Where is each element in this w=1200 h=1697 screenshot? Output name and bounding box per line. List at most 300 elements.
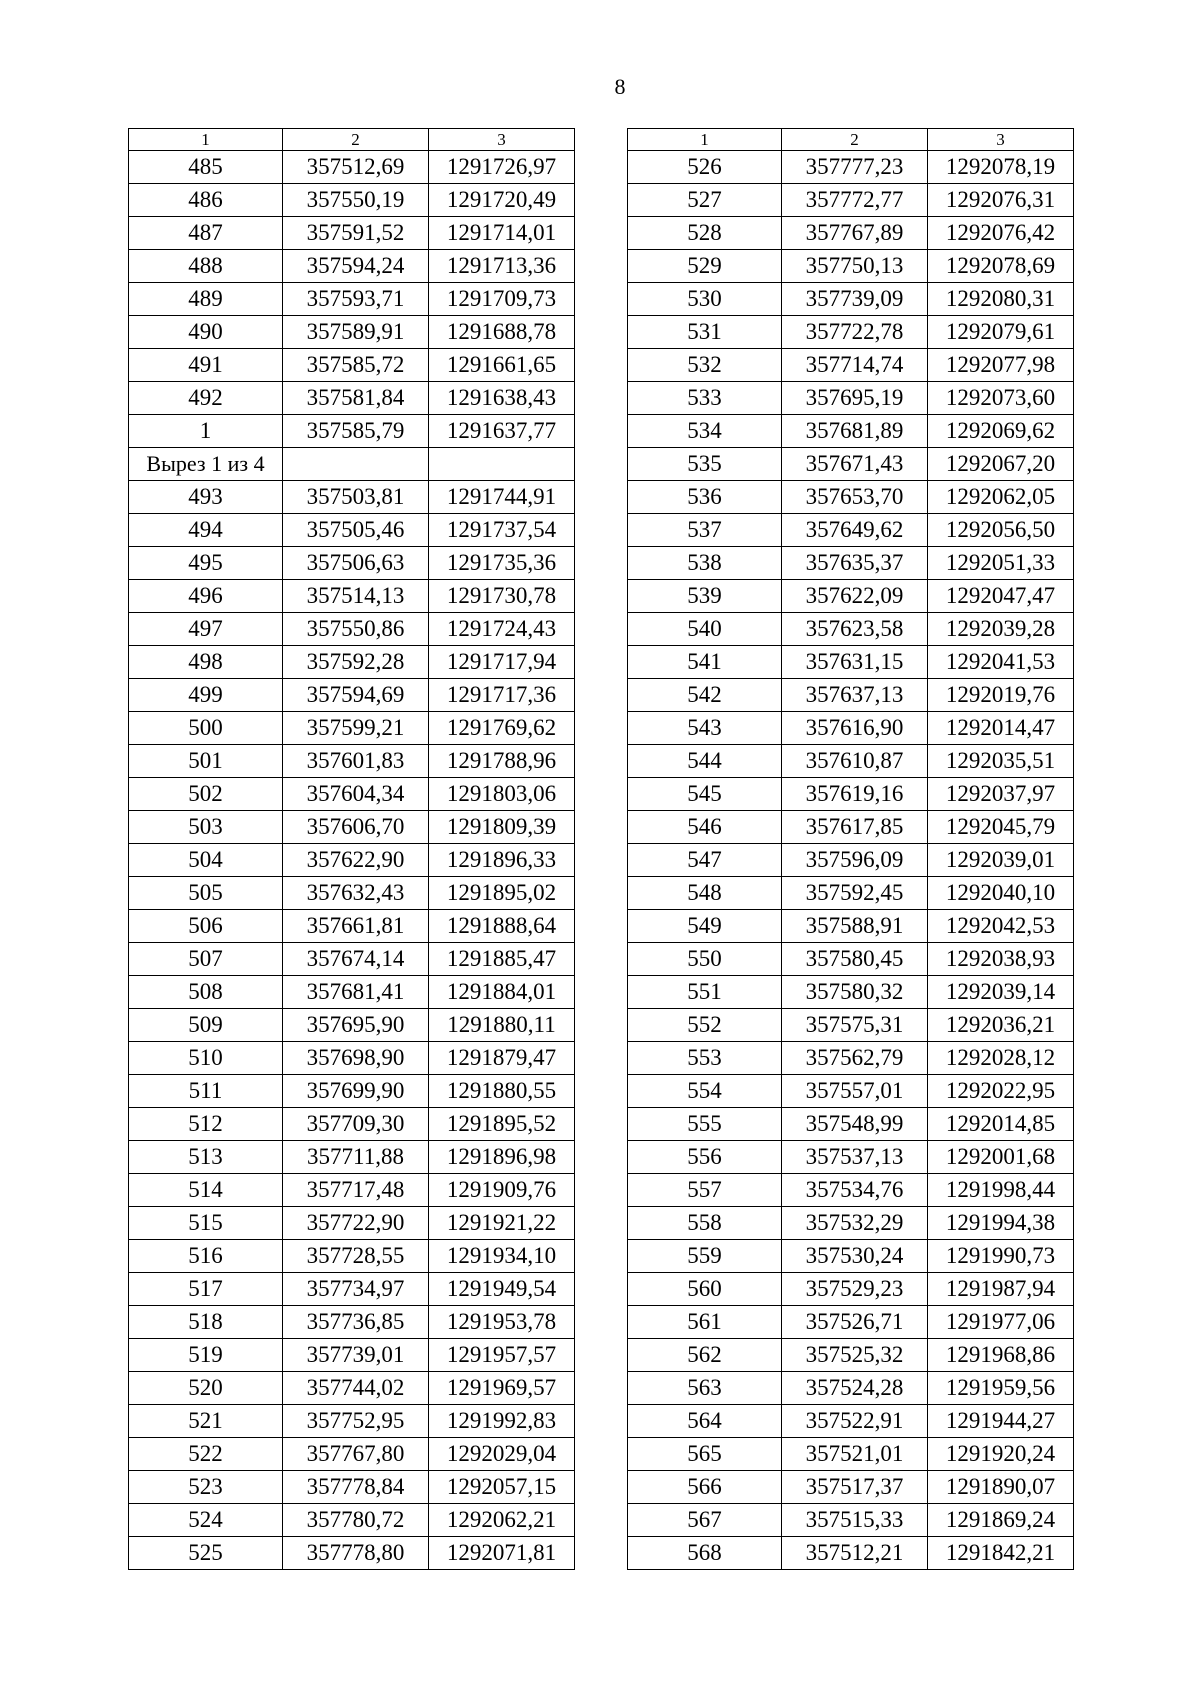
cell-x-coordinate: 357606,70: [283, 811, 429, 844]
table-row: [129, 745, 575, 778]
cell-point-number: 515: [129, 1207, 283, 1240]
table-row: [129, 1339, 575, 1372]
cell-point-number: 502: [129, 778, 283, 811]
cell-y-coordinate: 1291726,97: [429, 151, 575, 184]
table-row: [628, 1174, 1074, 1207]
cell-x-coordinate: 357591,52: [283, 217, 429, 250]
cell-y-coordinate: 1291896,98: [429, 1141, 575, 1174]
table-row: [129, 184, 575, 217]
table-row: [129, 1273, 575, 1306]
table-row: [129, 151, 575, 184]
table-row: [628, 778, 1074, 811]
cell-y-coordinate: 1291896,33: [429, 844, 575, 877]
section-label: Вырез 1 из 4: [129, 448, 283, 481]
cell-point-number: 548: [628, 877, 782, 910]
cell-x-coordinate: 357505,46: [283, 514, 429, 547]
cell-x-coordinate: 357632,43: [283, 877, 429, 910]
cell-y-coordinate: 1291717,94: [429, 646, 575, 679]
table-row: [129, 646, 575, 679]
cell-point-number: 553: [628, 1042, 782, 1075]
table-row: [129, 679, 575, 712]
table-row: [129, 1240, 575, 1273]
cell-y-coordinate: 1292079,61: [928, 316, 1074, 349]
cell-x-coordinate: 357575,31: [782, 1009, 928, 1042]
cell-point-number: 491: [129, 349, 283, 382]
table-row: [129, 580, 575, 613]
table-body: [628, 151, 1074, 1570]
cell-y-coordinate: 1291724,43: [429, 613, 575, 646]
cell-x-coordinate: 357722,78: [782, 316, 928, 349]
cell-y-coordinate: 1291890,07: [928, 1471, 1074, 1504]
table-row: [129, 1471, 575, 1504]
table-row: [129, 1504, 575, 1537]
cell-point-number: 495: [129, 547, 283, 580]
cell-y-coordinate: 1291688,78: [429, 316, 575, 349]
table-row: [628, 844, 1074, 877]
cell-point-number: 523: [129, 1471, 283, 1504]
cell-y-coordinate: 1292073,60: [928, 382, 1074, 415]
cell-point-number: 520: [129, 1372, 283, 1405]
cell-y-coordinate: 1292035,51: [928, 745, 1074, 778]
cell-y-coordinate: 1292076,31: [928, 184, 1074, 217]
cell-x-coordinate: 357717,48: [283, 1174, 429, 1207]
cell-point-number: 532: [628, 349, 782, 382]
table-row: [628, 250, 1074, 283]
cell-point-number: 489: [129, 283, 283, 316]
cell-x-coordinate: 357734,97: [283, 1273, 429, 1306]
table-row: [628, 976, 1074, 1009]
cell-point-number: 519: [129, 1339, 283, 1372]
cell-y-coordinate: 1292067,20: [928, 448, 1074, 481]
cell-point-number: 566: [628, 1471, 782, 1504]
table-row: [129, 283, 575, 316]
cell-x-coordinate: 357526,71: [782, 1306, 928, 1339]
cell-point-number: 545: [628, 778, 782, 811]
cell-x-coordinate: 357722,90: [283, 1207, 429, 1240]
cell-point-number: 518: [129, 1306, 283, 1339]
column-header-point: 1: [628, 129, 782, 151]
table-row: [628, 184, 1074, 217]
cell-y-coordinate: 1291637,77: [429, 415, 575, 448]
table-row: [628, 1009, 1074, 1042]
table-row: [129, 910, 575, 943]
table-row: [628, 1273, 1074, 1306]
cell-point-number: 549: [628, 910, 782, 943]
column-header-y: 3: [928, 129, 1074, 151]
cell-x-coordinate: 357750,13: [782, 250, 928, 283]
cell-x-coordinate: 357619,16: [782, 778, 928, 811]
column-header-point: 1: [129, 129, 283, 151]
cell-y-coordinate: 1292069,62: [928, 415, 1074, 448]
cell-y-coordinate: 1292036,21: [928, 1009, 1074, 1042]
cell-point-number: 509: [129, 1009, 283, 1042]
table-row: [129, 250, 575, 283]
cell-x-coordinate: 357744,02: [283, 1372, 429, 1405]
cell-y-coordinate: 1292041,53: [928, 646, 1074, 679]
cell-y-coordinate: 1292028,12: [928, 1042, 1074, 1075]
cell-point-number: 541: [628, 646, 782, 679]
cell-x-coordinate: 357778,84: [283, 1471, 429, 1504]
cell-point-number: 556: [628, 1141, 782, 1174]
cell-point-number: 536: [628, 481, 782, 514]
cell-point-number: 568: [628, 1537, 782, 1570]
cell-point-number: 534: [628, 415, 782, 448]
table-row: [628, 283, 1074, 316]
cell-y-coordinate: 1291714,01: [429, 217, 575, 250]
table-row: [129, 1174, 575, 1207]
cell-point-number: 540: [628, 613, 782, 646]
table-row: [129, 943, 575, 976]
table-row: [129, 1207, 575, 1240]
cell-x-coordinate: 357514,13: [283, 580, 429, 613]
cell-point-number: 494: [129, 514, 283, 547]
cell-x-coordinate: 357739,09: [782, 283, 928, 316]
cell-point-number: 561: [628, 1306, 782, 1339]
cell-y-coordinate: 1291992,83: [429, 1405, 575, 1438]
cell-point-number: 565: [628, 1438, 782, 1471]
table-row: [628, 547, 1074, 580]
cell-y-coordinate: 1292029,04: [429, 1438, 575, 1471]
table-row: [129, 217, 575, 250]
cell-y-coordinate: 1291968,86: [928, 1339, 1074, 1372]
cell-point-number: 510: [129, 1042, 283, 1075]
cell-x-coordinate: 357714,74: [782, 349, 928, 382]
cell-point-number: 487: [129, 217, 283, 250]
cell-x-coordinate: 357562,79: [782, 1042, 928, 1075]
page-number: 8: [614, 74, 626, 99]
table-row: [628, 217, 1074, 250]
cell-y-coordinate: 1291735,36: [429, 547, 575, 580]
cell-y-coordinate: 1292078,19: [928, 151, 1074, 184]
cell-x-coordinate: 357580,32: [782, 976, 928, 1009]
table-row: [129, 613, 575, 646]
cell-point-number: 555: [628, 1108, 782, 1141]
cell-point-number: 498: [129, 646, 283, 679]
table-row: [129, 712, 575, 745]
cell-x-coordinate: 357699,90: [283, 1075, 429, 1108]
cell-y-coordinate: 1292040,10: [928, 877, 1074, 910]
table-row: [628, 1537, 1074, 1570]
cell-y-coordinate: 1291987,94: [928, 1273, 1074, 1306]
cell-x-coordinate: 357524,28: [782, 1372, 928, 1405]
table-row: [628, 1339, 1074, 1372]
table-row: [628, 481, 1074, 514]
cell-point-number: 496: [129, 580, 283, 613]
table-row: [628, 910, 1074, 943]
cell-y-coordinate: 1292022,95: [928, 1075, 1074, 1108]
cell-y-coordinate: 1292038,93: [928, 943, 1074, 976]
cell-y-coordinate: 1291709,73: [429, 283, 575, 316]
table-row: [628, 1240, 1074, 1273]
cell-y-coordinate: 1292014,85: [928, 1108, 1074, 1141]
cell-x-coordinate: 357674,14: [283, 943, 429, 976]
cell-point-number: 558: [628, 1207, 782, 1240]
cell-y-coordinate: 1291769,62: [429, 712, 575, 745]
cell-y-coordinate: 1291880,11: [429, 1009, 575, 1042]
cell-y-coordinate: 1292057,15: [429, 1471, 575, 1504]
table-row: [628, 613, 1074, 646]
table-row: [628, 1372, 1074, 1405]
cell-point-number: 546: [628, 811, 782, 844]
cell-y-coordinate: [429, 448, 575, 481]
cell-point-number: 542: [628, 679, 782, 712]
cell-x-coordinate: [283, 448, 429, 481]
table-row: [129, 778, 575, 811]
cell-point-number: 559: [628, 1240, 782, 1273]
cell-y-coordinate: 1291638,43: [429, 382, 575, 415]
cell-point-number: 537: [628, 514, 782, 547]
cell-y-coordinate: 1292001,68: [928, 1141, 1074, 1174]
cell-x-coordinate: 357671,43: [782, 448, 928, 481]
cell-x-coordinate: 357550,86: [283, 613, 429, 646]
cell-point-number: 501: [129, 745, 283, 778]
cell-x-coordinate: 357594,24: [283, 250, 429, 283]
cell-point-number: 539: [628, 580, 782, 613]
cell-y-coordinate: 1291730,78: [429, 580, 575, 613]
table-row: [628, 745, 1074, 778]
cell-x-coordinate: 357767,89: [782, 217, 928, 250]
cell-x-coordinate: 357512,21: [782, 1537, 928, 1570]
cell-point-number: 517: [129, 1273, 283, 1306]
table-row: [129, 976, 575, 1009]
cell-point-number: 500: [129, 712, 283, 745]
cell-point-number: 490: [129, 316, 283, 349]
cell-x-coordinate: 357631,15: [782, 646, 928, 679]
cell-y-coordinate: 1292080,31: [928, 283, 1074, 316]
cell-point-number: 524: [129, 1504, 283, 1537]
table-row: [129, 1537, 575, 1570]
table-row: [129, 1009, 575, 1042]
cell-x-coordinate: 357635,37: [782, 547, 928, 580]
table-row: [628, 1141, 1074, 1174]
cell-y-coordinate: 1292039,14: [928, 976, 1074, 1009]
cell-point-number: 503: [129, 811, 283, 844]
cell-point-number: 551: [628, 976, 782, 1009]
table-row: [628, 1405, 1074, 1438]
table-row: [129, 514, 575, 547]
cell-x-coordinate: 357728,55: [283, 1240, 429, 1273]
cell-y-coordinate: 1291969,57: [429, 1372, 575, 1405]
table-row: [129, 349, 575, 382]
cell-point-number: 550: [628, 943, 782, 976]
cell-point-number: 560: [628, 1273, 782, 1306]
cell-x-coordinate: 357503,81: [283, 481, 429, 514]
table-row: [628, 1438, 1074, 1471]
cell-x-coordinate: 357649,62: [782, 514, 928, 547]
table-row: [628, 877, 1074, 910]
cell-y-coordinate: 1291788,96: [429, 745, 575, 778]
cell-y-coordinate: 1291934,10: [429, 1240, 575, 1273]
cell-point-number: 507: [129, 943, 283, 976]
cell-y-coordinate: 1292039,01: [928, 844, 1074, 877]
cell-x-coordinate: 357537,13: [782, 1141, 928, 1174]
cell-y-coordinate: 1291957,57: [429, 1339, 575, 1372]
cell-x-coordinate: 357616,90: [782, 712, 928, 745]
cell-y-coordinate: 1291661,65: [429, 349, 575, 382]
cell-x-coordinate: 357580,45: [782, 943, 928, 976]
cell-point-number: 506: [129, 910, 283, 943]
cell-y-coordinate: 1291895,02: [429, 877, 575, 910]
cell-x-coordinate: 357581,84: [283, 382, 429, 415]
cell-y-coordinate: 1292078,69: [928, 250, 1074, 283]
cell-y-coordinate: 1291842,21: [928, 1537, 1074, 1570]
cell-x-coordinate: 357532,29: [782, 1207, 928, 1240]
cell-x-coordinate: 357548,99: [782, 1108, 928, 1141]
cell-point-number: 516: [129, 1240, 283, 1273]
cell-x-coordinate: 357617,85: [782, 811, 928, 844]
cell-x-coordinate: 357622,90: [283, 844, 429, 877]
cell-point-number: 525: [129, 1537, 283, 1570]
cell-y-coordinate: 1292062,05: [928, 481, 1074, 514]
cell-point-number: 504: [129, 844, 283, 877]
cell-point-number: 562: [628, 1339, 782, 1372]
cell-x-coordinate: 357711,88: [283, 1141, 429, 1174]
cell-x-coordinate: 357592,28: [283, 646, 429, 679]
cell-x-coordinate: 357557,01: [782, 1075, 928, 1108]
cell-point-number: 1: [129, 415, 283, 448]
cell-x-coordinate: 357772,77: [782, 184, 928, 217]
column-header-x: 2: [283, 129, 429, 151]
cell-point-number: 522: [129, 1438, 283, 1471]
cell-y-coordinate: 1291944,27: [928, 1405, 1074, 1438]
table-row: [129, 1075, 575, 1108]
cell-x-coordinate: 357661,81: [283, 910, 429, 943]
cell-x-coordinate: 357530,24: [782, 1240, 928, 1273]
table-row: [129, 448, 575, 481]
cell-x-coordinate: 357610,87: [782, 745, 928, 778]
table-row: [129, 382, 575, 415]
cell-y-coordinate: 1292062,21: [429, 1504, 575, 1537]
cell-point-number: 505: [129, 877, 283, 910]
cell-x-coordinate: 357594,69: [283, 679, 429, 712]
cell-y-coordinate: 1291888,64: [429, 910, 575, 943]
cell-y-coordinate: 1292039,28: [928, 613, 1074, 646]
cell-point-number: 567: [628, 1504, 782, 1537]
cell-y-coordinate: 1291953,78: [429, 1306, 575, 1339]
cell-y-coordinate: 1291803,06: [429, 778, 575, 811]
table-row: [628, 1504, 1074, 1537]
cell-x-coordinate: 357550,19: [283, 184, 429, 217]
cell-point-number: 499: [129, 679, 283, 712]
cell-point-number: 488: [129, 250, 283, 283]
cell-y-coordinate: 1292014,47: [928, 712, 1074, 745]
cell-x-coordinate: 357739,01: [283, 1339, 429, 1372]
table-row: [628, 514, 1074, 547]
cell-x-coordinate: 357515,33: [782, 1504, 928, 1537]
cell-x-coordinate: 357681,41: [283, 976, 429, 1009]
table-row: [129, 1108, 575, 1141]
table-row: [628, 349, 1074, 382]
cell-x-coordinate: 357529,23: [782, 1273, 928, 1306]
cell-point-number: 535: [628, 448, 782, 481]
cell-x-coordinate: 357599,21: [283, 712, 429, 745]
cell-point-number: 544: [628, 745, 782, 778]
cell-point-number: 508: [129, 976, 283, 1009]
cell-point-number: 529: [628, 250, 782, 283]
cell-point-number: 531: [628, 316, 782, 349]
cell-point-number: 521: [129, 1405, 283, 1438]
table-row: [129, 547, 575, 580]
column-header-x: 2: [782, 129, 928, 151]
cell-point-number: 492: [129, 382, 283, 415]
table-row: [628, 1075, 1074, 1108]
cell-x-coordinate: 357695,90: [283, 1009, 429, 1042]
cell-y-coordinate: 1291998,44: [928, 1174, 1074, 1207]
coordinates-table-left: [128, 128, 575, 1570]
table-row: [129, 1438, 575, 1471]
table-row: [129, 1141, 575, 1174]
cell-y-coordinate: 1291737,54: [429, 514, 575, 547]
table-row: [129, 877, 575, 910]
cell-y-coordinate: 1292077,98: [928, 349, 1074, 382]
cell-y-coordinate: 1291977,06: [928, 1306, 1074, 1339]
cell-y-coordinate: 1292051,33: [928, 547, 1074, 580]
cell-x-coordinate: 357780,72: [283, 1504, 429, 1537]
cell-x-coordinate: 357585,72: [283, 349, 429, 382]
cell-y-coordinate: 1291720,49: [429, 184, 575, 217]
cell-point-number: 528: [628, 217, 782, 250]
cell-x-coordinate: 357604,34: [283, 778, 429, 811]
table-row: [129, 415, 575, 448]
table-row: [628, 1108, 1074, 1141]
cell-point-number: 527: [628, 184, 782, 217]
cell-point-number: 552: [628, 1009, 782, 1042]
cell-x-coordinate: 357596,09: [782, 844, 928, 877]
cell-y-coordinate: 1292019,76: [928, 679, 1074, 712]
table-row: [628, 1042, 1074, 1075]
table-row: [129, 316, 575, 349]
cell-x-coordinate: 357709,30: [283, 1108, 429, 1141]
table-row: [628, 151, 1074, 184]
table-row: [628, 415, 1074, 448]
cell-x-coordinate: 357736,85: [283, 1306, 429, 1339]
cell-x-coordinate: 357521,01: [782, 1438, 928, 1471]
table-row: [628, 316, 1074, 349]
cell-x-coordinate: 357534,76: [782, 1174, 928, 1207]
cell-y-coordinate: 1292047,47: [928, 580, 1074, 613]
cell-point-number: 554: [628, 1075, 782, 1108]
table-row: [628, 580, 1074, 613]
table-row: [129, 1042, 575, 1075]
cell-point-number: 557: [628, 1174, 782, 1207]
cell-y-coordinate: 1292045,79: [928, 811, 1074, 844]
cell-x-coordinate: 357681,89: [782, 415, 928, 448]
cell-x-coordinate: 357601,83: [283, 745, 429, 778]
cell-y-coordinate: 1291994,38: [928, 1207, 1074, 1240]
cell-y-coordinate: 1291884,01: [429, 976, 575, 1009]
cell-y-coordinate: 1291990,73: [928, 1240, 1074, 1273]
cell-point-number: 543: [628, 712, 782, 745]
table-row: [628, 382, 1074, 415]
cell-x-coordinate: 357592,45: [782, 877, 928, 910]
header-row: [129, 129, 575, 151]
cell-point-number: 538: [628, 547, 782, 580]
cell-y-coordinate: 1291959,56: [928, 1372, 1074, 1405]
cell-y-coordinate: 1291885,47: [429, 943, 575, 976]
table-row: [129, 1306, 575, 1339]
header-row: [628, 129, 1074, 151]
table-row: [628, 943, 1074, 976]
cell-point-number: 512: [129, 1108, 283, 1141]
cell-point-number: 533: [628, 382, 782, 415]
table-row: [628, 811, 1074, 844]
cell-point-number: 511: [129, 1075, 283, 1108]
cell-y-coordinate: 1291909,76: [429, 1174, 575, 1207]
table-row: [129, 811, 575, 844]
table-row: [129, 844, 575, 877]
table-row: [628, 1306, 1074, 1339]
cell-x-coordinate: 357637,13: [782, 679, 928, 712]
